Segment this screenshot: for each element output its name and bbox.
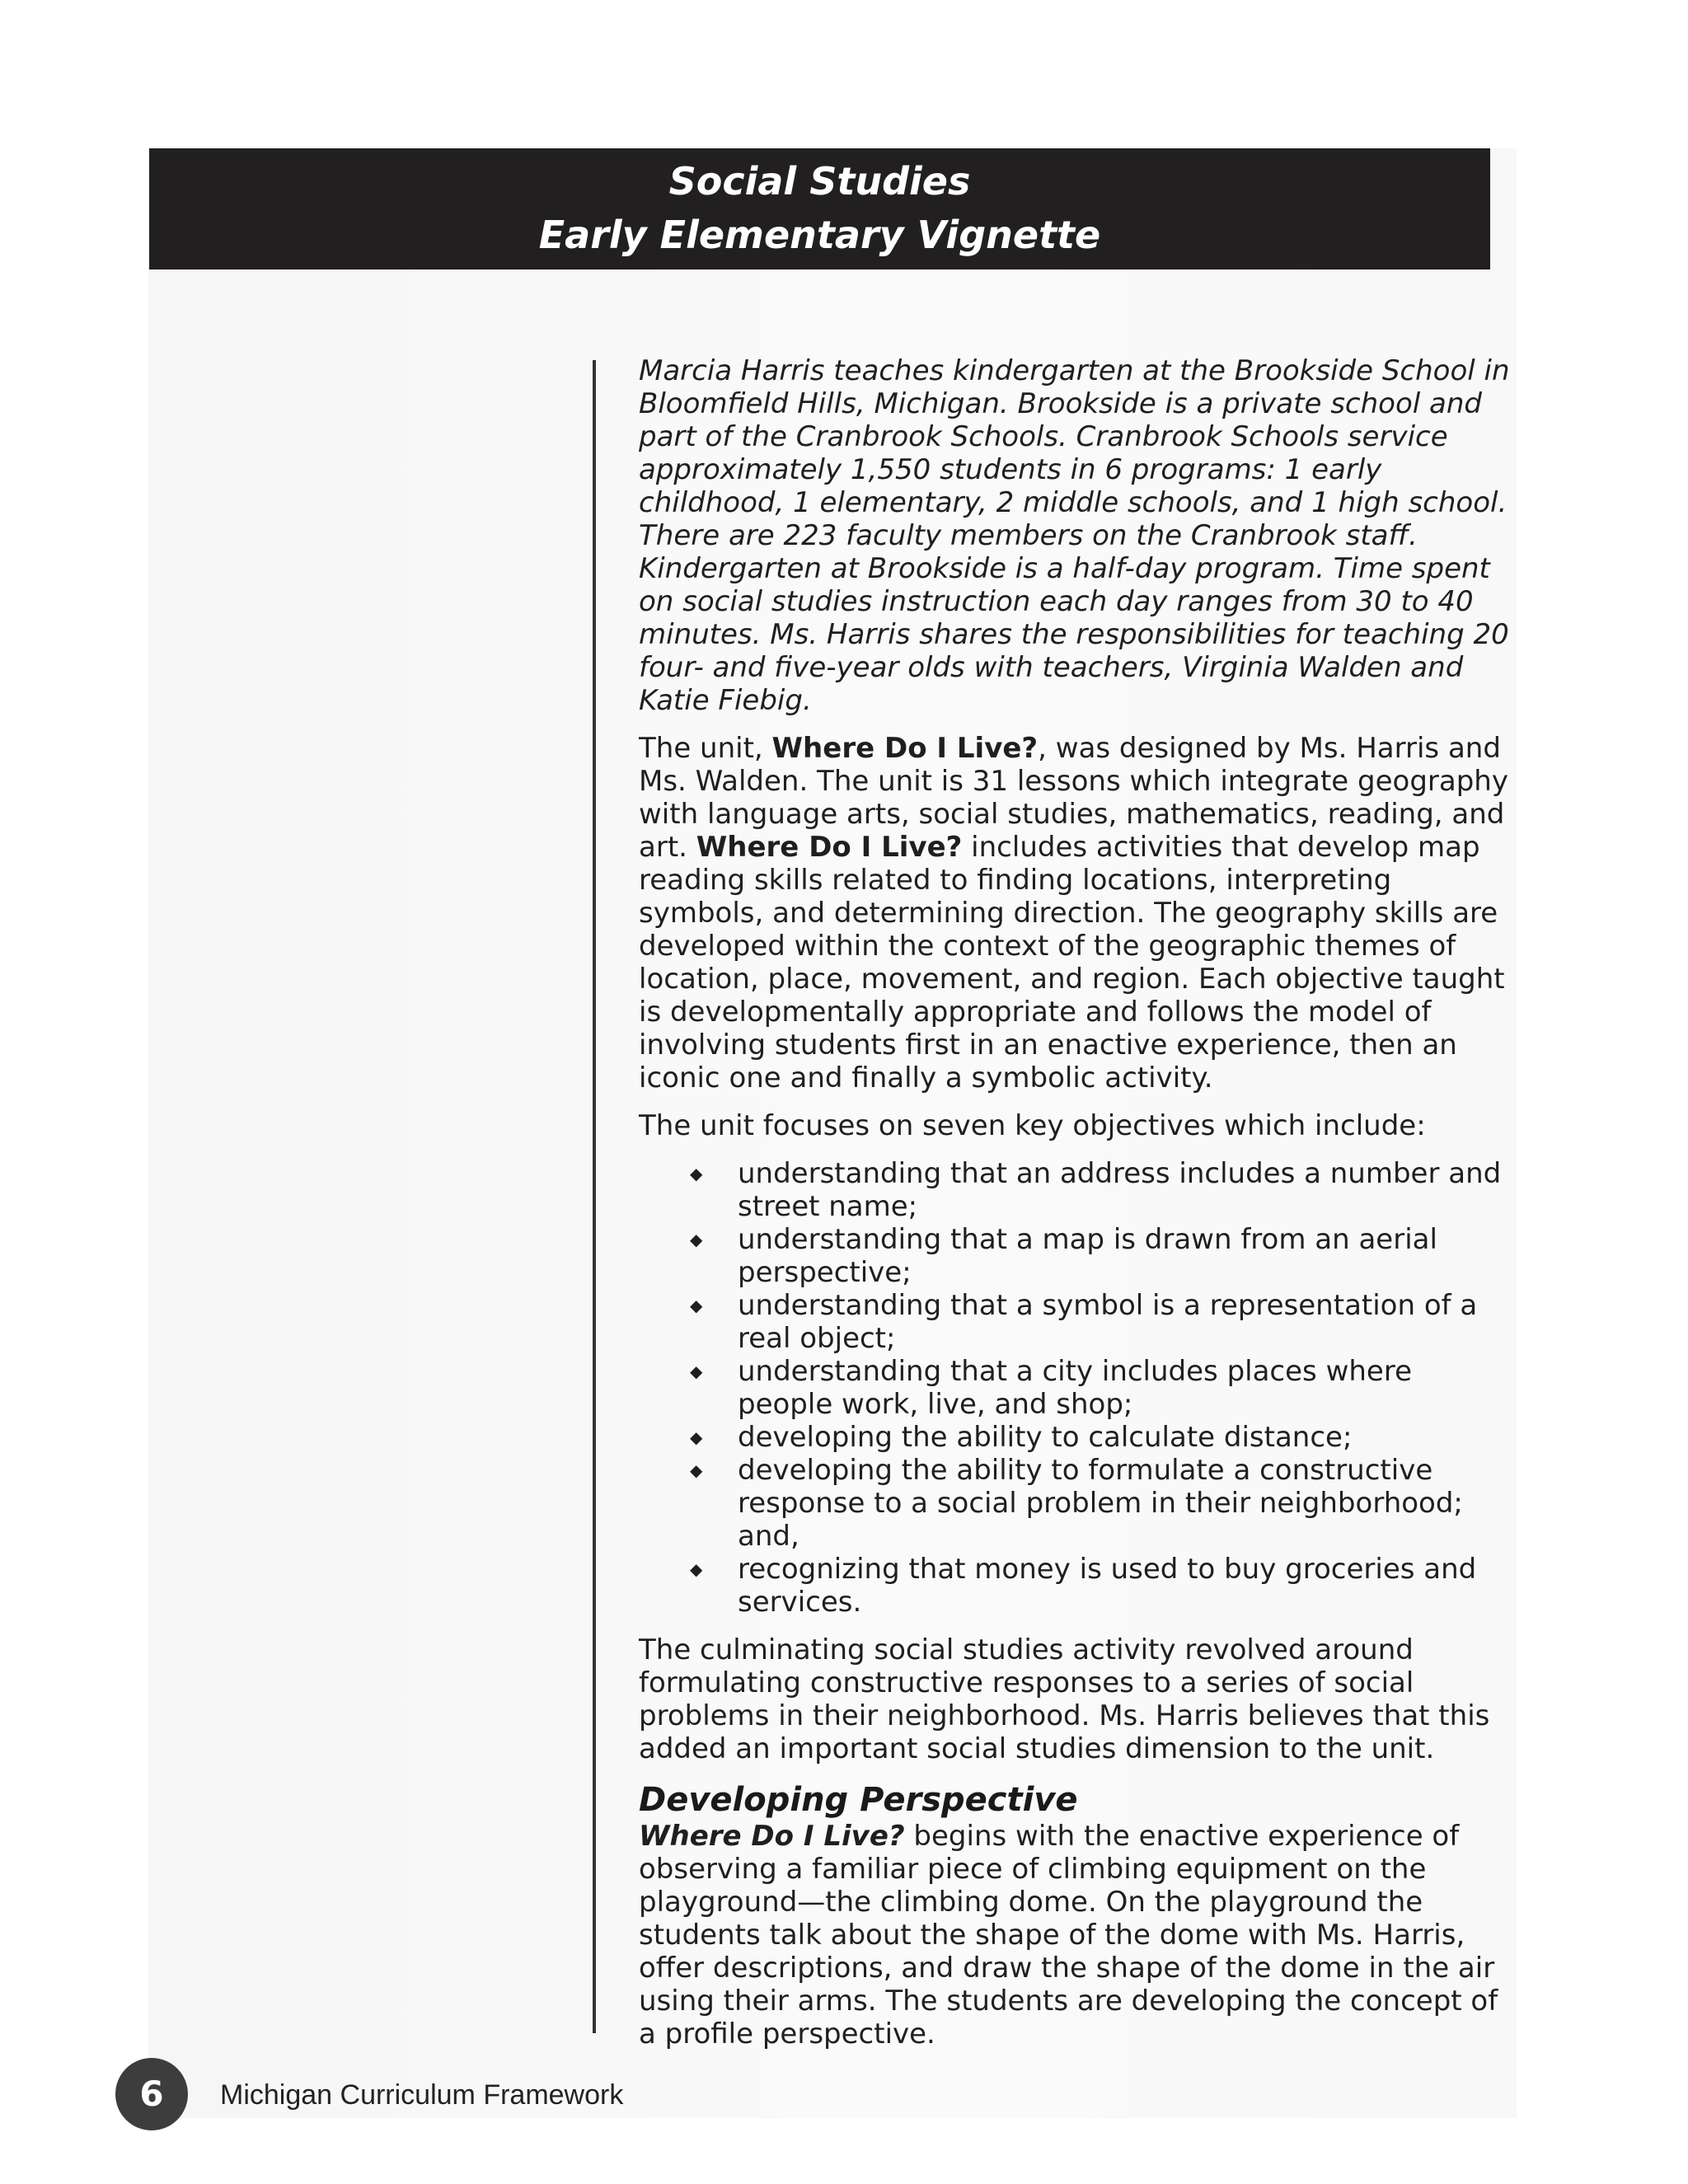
diamond-bullet-icon: ◆ (690, 1296, 703, 1315)
objective-text: understanding that a city includes places where people work, live, and shop; (738, 1355, 1412, 1421)
list-item (690, 1553, 1512, 1619)
intro-paragraph: Marcia Harris teaches kindergarten at the Brookside School in Bloomfield Hills, Michigan. Brookside is a private school and part of the Cranbrook Schools. Cranbrook Schools service approximately 1,550 students in 6 programs: 1 early childhood, 1 elementary, 2 middle schools, and 1 high school. There are 223 faculty members on the Cranbrook staff. Kindergarten at Brookside is a half-day program. Time spent on social studies instruction each day ranges from 30 to 40 minutes. Ms. Harris shares the responsibilities for teaching 20 four- and five-year olds with teachers, Virginia Walden and Katie Fiebig. (639, 354, 1510, 717)
page-number-badge: 6 (115, 2058, 188, 2130)
list-item (690, 1454, 1512, 1553)
objective-text: recognizing that money is used to buy groceries and services. (738, 1553, 1477, 1619)
unit-text-1: The unit, (639, 732, 772, 765)
objective-text: understanding that an address includes a number and street name; (738, 1157, 1502, 1223)
unit-text-2: , was designed by Ms. Harris and Ms. Walden. The unit is 31 lessons which integrate geography with language arts, social studies, mathematics, reading, and art. (639, 732, 1508, 864)
objective-text: developing the ability to formulate a constructive response to a social problem in their neighborhood; and, (738, 1454, 1463, 1553)
culminating-paragraph: The culminating social studies activity revolved around formulating constructive responses to a series of social problems in their neighborhood. Ms. Harris believes that this added an important social studies dimension to the unit. (639, 1633, 1490, 1765)
objectives-list (639, 1157, 1512, 1619)
objectives-intro: The unit focuses on seven key objectives which include: (639, 1109, 1426, 1142)
diamond-bullet-icon: ◆ (690, 1230, 703, 1249)
section-paragraph (639, 1820, 1512, 2050)
diamond-bullet-icon: ◆ (690, 1427, 703, 1447)
diamond-bullet-icon: ◆ (690, 1164, 703, 1183)
title-banner (149, 148, 1490, 269)
list-item (690, 1355, 1512, 1421)
list-item (690, 1157, 1512, 1223)
section-heading: Developing Perspective (639, 1781, 1078, 1819)
section-lead: Where Do I Live? (639, 1820, 905, 1853)
diamond-bullet-icon: ◆ (690, 1361, 703, 1381)
unit-text-3: includes activities that develop map reading skills related to finding locations, interpreting symbols, and determining direction. The geography skills are developed within the context of the geographic themes of location, place, movement, and region. Each objective taught is developmentally appropriate and follows the model of involving students first in an enactive experience, then an iconic one and finally a symbolic activity. (639, 831, 1505, 1094)
title-line-2: Early Elementary Vignette (538, 213, 1101, 257)
unit-paragraph (639, 732, 1512, 1094)
article-body (639, 354, 1512, 2065)
unit-name-2: Where Do I Live? (696, 831, 963, 864)
diamond-bullet-icon: ◆ (690, 1559, 703, 1579)
title-line-1: Social Studies (668, 159, 971, 204)
objective-text: understanding that a symbol is a representation of a real object; (738, 1289, 1478, 1355)
list-item (690, 1289, 1512, 1355)
section-text: begins with the enactive experience of observing a familiar piece of climbing equipment on the playground—the climbing dome. On the playground the students talk about the shape of the dome with Ms. Harris, offer descriptions, and draw the shape of the dome in the air using their arms. The students are developing the concept of a profile perspective. (639, 1820, 1498, 2050)
list-item (690, 1223, 1512, 1289)
vertical-rule (593, 360, 596, 2033)
list-item (690, 1421, 1512, 1454)
footer-publication: Michigan Curriculum Framework (220, 2079, 624, 2111)
objective-text: developing the ability to calculate distance; (738, 1421, 1353, 1454)
objective-text: understanding that a map is drawn from an aerial perspective; (738, 1223, 1437, 1289)
diamond-bullet-icon: ◆ (690, 1460, 703, 1480)
unit-name: Where Do I Live? (771, 732, 1039, 765)
